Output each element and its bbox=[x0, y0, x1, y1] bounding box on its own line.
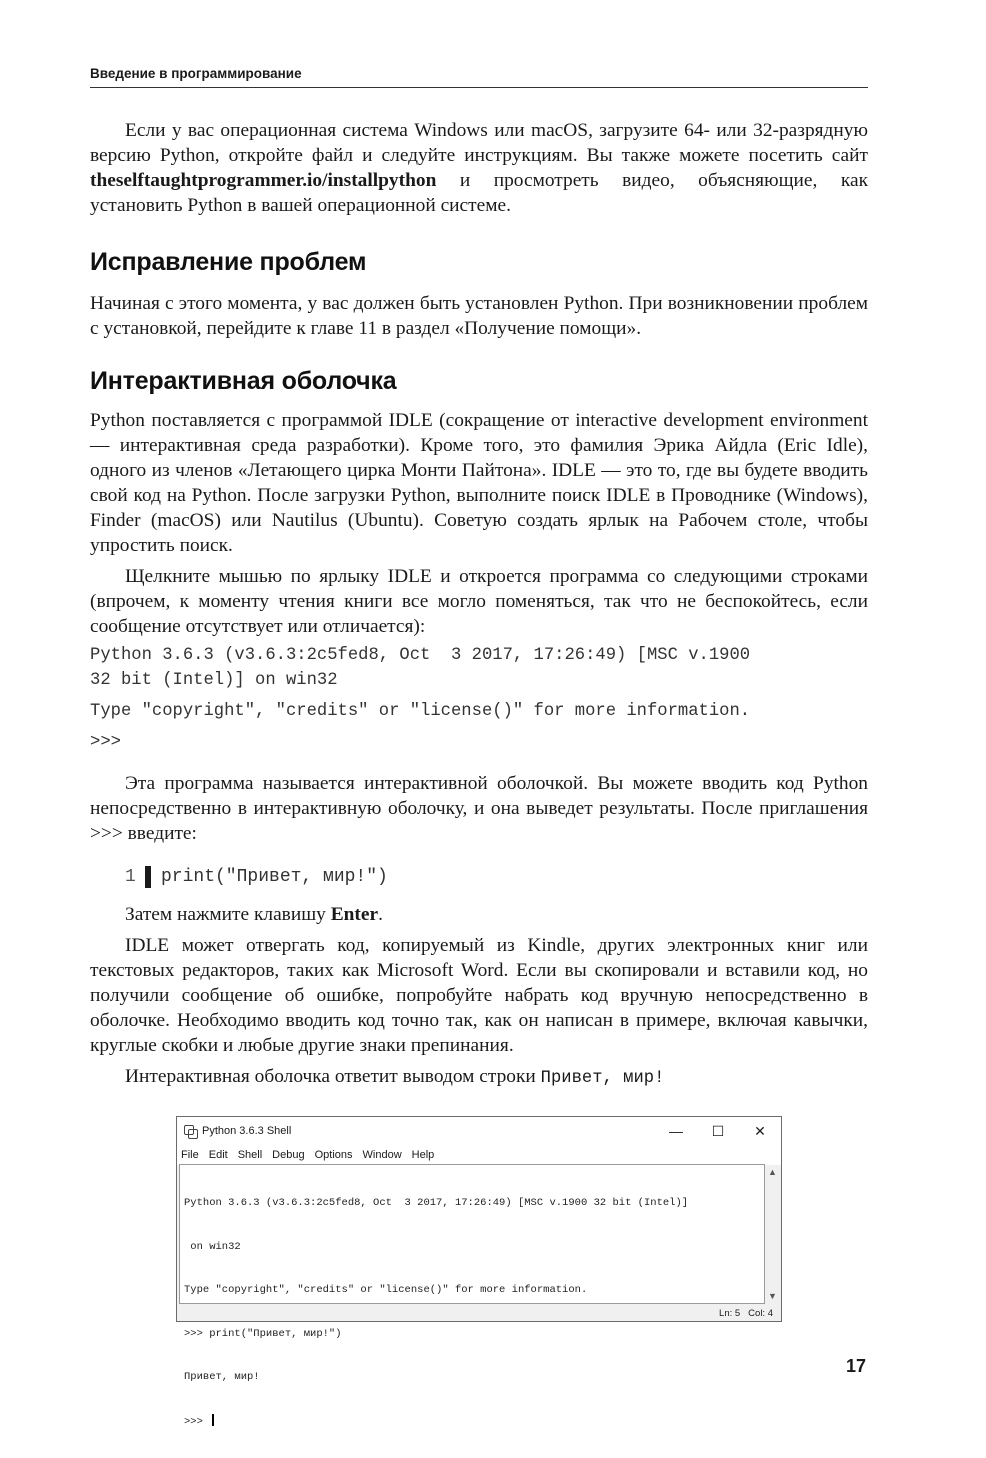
menu-options[interactable]: Options bbox=[314, 1149, 353, 1161]
kindle-paragraph: IDLE может отвергать код, копируемый из Kindle, других электронных книг или текстовых редакторов, таких как Microsoft Word. Если вы скопировали и вставили код, но получили сообщение об ошибке, попробуйте набрать код вручную непосредственно в оболочке. Необходимо вводить код точно так, как он написан в примере, включая кавычки, круглые скобки и любые другие знаки препинания. bbox=[90, 935, 868, 1056]
code-example bbox=[125, 866, 868, 888]
install-url: theselftaughtprogrammer.io/installpython bbox=[90, 170, 437, 191]
enter-period: . bbox=[378, 904, 383, 925]
heading-troubleshoot: Исправление проблем bbox=[90, 248, 367, 276]
scroll-down-arrow-icon[interactable]: ▼ bbox=[768, 1291, 777, 1301]
menu-edit[interactable]: Edit bbox=[208, 1149, 228, 1161]
code-line-number: 1 bbox=[125, 867, 136, 887]
idle-prompt: >>> bbox=[184, 1415, 210, 1428]
code-example-text: print("Привет, мир!") bbox=[161, 867, 388, 887]
idle-line-5: Привет, мир! bbox=[184, 1371, 260, 1383]
page-number: 17 bbox=[846, 1356, 867, 1376]
click-paragraph: Щелкните мышью по ярлыку IDLE и откроется программа со следующими строками (впрочем, к моменту чтения книги все могло поменяться, так что не беспокойтесь, если сообщение отсутствует или отличается): bbox=[90, 566, 868, 637]
idle-shell-window bbox=[176, 1116, 782, 1428]
python-file-icon bbox=[183, 1124, 197, 1138]
banner-line-2: 32 bit (Intel)] on win32 bbox=[90, 671, 338, 690]
intro-text-2: и просмотреть видео, объясняющие, как установить Python в вашей операционной системе. bbox=[90, 170, 868, 216]
troubleshoot-paragraph: Начиная с этого момента, у вас должен быть установлен Python. При возникновении проблем с установкой, перейдите к главе 11 в раздел «Получение помощи». bbox=[90, 293, 868, 339]
scroll-up-arrow-icon[interactable]: ▲ bbox=[768, 1167, 777, 1177]
vertical-scrollbar[interactable] bbox=[765, 1165, 780, 1303]
menu-help[interactable]: Help bbox=[411, 1149, 435, 1161]
output-text: Интерактивная оболочка ответит выводом строки bbox=[125, 1066, 541, 1087]
maximize-button[interactable]: ☐ bbox=[711, 1122, 725, 1139]
idle-window-title: Python 3.6.3 Shell bbox=[202, 1125, 292, 1137]
minimize-button[interactable]: — bbox=[669, 1123, 683, 1139]
menu-file[interactable]: File bbox=[181, 1149, 199, 1161]
output-paragraph bbox=[90, 1064, 868, 1091]
idle-status-bar bbox=[177, 1305, 781, 1321]
menu-shell[interactable]: Shell bbox=[237, 1149, 263, 1161]
idle-paragraph: Python поставляется с программой IDLE (сокращение от interactive development environment — интерактивная среда разработки). Кроме того, это фамилия Эрика Айдла (Eric Idle), одного из членов «Летающего цирка Монти Пайтона». IDLE — это то, где вы будете вводить свой код на Python. После загрузки Python, выполните поиск IDLE в Проводнике (Windows), Finder (macOS) или Nautilus (Ubuntu). Советую создать ярлык на Рабочем столе, чтобы упростить поиск. bbox=[90, 410, 868, 556]
menu-window[interactable]: Window bbox=[362, 1149, 402, 1161]
idle-line-2: on win32 bbox=[184, 1240, 241, 1253]
enter-paragraph bbox=[90, 902, 868, 927]
enter-key: Enter bbox=[330, 904, 379, 925]
idle-title-bar bbox=[177, 1117, 781, 1145]
banner-line-3: Type "copyright", "credits" or "license()" for more information. bbox=[90, 702, 751, 721]
menu-debug[interactable]: Debug bbox=[272, 1149, 305, 1161]
idle-menu-bar bbox=[177, 1145, 781, 1165]
shell-description-paragraph: Эта программа называется интерактивной оболочкой. Вы можете вводить код Python непосредственно в интерактивную оболочку, и она выведет результаты. После приглашения >>> введите: bbox=[90, 773, 868, 844]
text-cursor bbox=[212, 1414, 214, 1426]
idle-prompt-line bbox=[184, 1414, 688, 1430]
banner-line-1: Python 3.6.3 (v3.6.3:2c5fed8, Oct 3 2017, 17:26:49) [MSC v.1900 bbox=[90, 646, 751, 665]
idle-line-4: >>> print("Привет, мир!") bbox=[184, 1327, 342, 1340]
heading-shell: Интерактивная оболочка bbox=[90, 367, 397, 395]
status-line: Ln: 5 bbox=[719, 1307, 741, 1319]
idle-line-3: Type "copyright", "credits" or "license()" for more information. bbox=[184, 1284, 588, 1296]
enter-text: Затем нажмите клавишу bbox=[125, 904, 331, 925]
banner-line-4: >>> bbox=[90, 733, 121, 752]
intro-paragraph bbox=[90, 118, 868, 218]
banner-code-block bbox=[90, 643, 868, 755]
output-code: Привет, мир! bbox=[540, 1069, 665, 1088]
idle-line-1: Python 3.6.3 (v3.6.3:2c5fed8, Oct 3 2017, 17:26:49) [MSC v.1900 32 bit (Intel)] bbox=[184, 1197, 689, 1209]
status-col: Col: 4 bbox=[748, 1307, 773, 1319]
code-line-bar bbox=[145, 866, 151, 888]
page-content bbox=[90, 118, 868, 1091]
running-head: Введение в программирование bbox=[90, 66, 868, 88]
intro-text-1: Если у вас операционная система Windows или macOS, загрузите 64- или 32-разрядную версию Python, откройте файл и следуйте инструкциям. Вы также можете посетить сайт bbox=[90, 120, 868, 166]
close-button[interactable]: ✕ bbox=[754, 1122, 766, 1139]
